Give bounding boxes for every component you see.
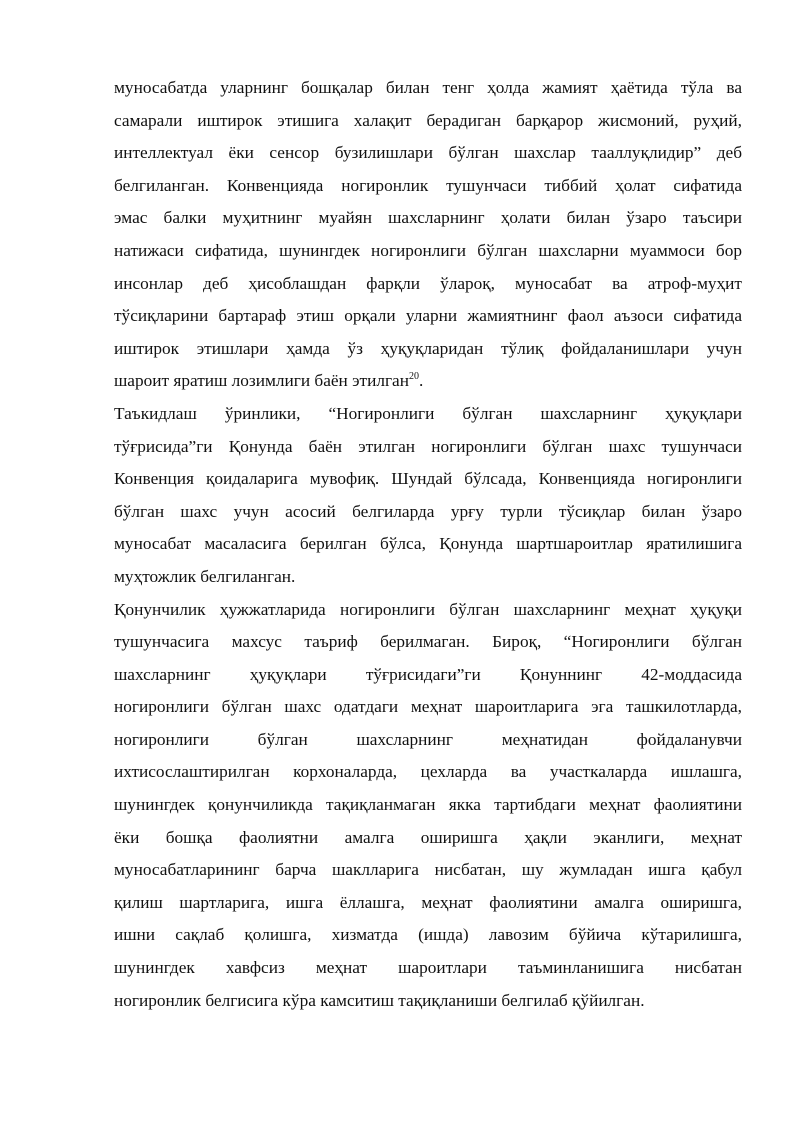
text-line: ёки бошқа фаолиятни амалга оширишга ҳақли эканлиги, меҳнат [114,827,742,847]
text-line: муносабатда уларнинг бошқалар билан тенг ҳолда жамият ҳаётида тўла ва [114,78,742,97]
paragraph-3 [114,594,742,1018]
text-line: тўсиқларини бартараф этиш орқали уларни жамиятнинг фаол аъзоси сифатида [114,306,742,326]
text-line: шунингдек хавфсиз меҳнат шароитлари таъминланишига нисбатан [114,958,742,978]
paragraph-2 [114,398,742,594]
text-line: белгиланган. Конвенцияда ногиронлик тушунчаси тиббий ҳолат сифатида [114,175,742,195]
text-line: натижаси сифатида, шунингдек ногиронлиги бўлган шахсларни муаммоси бор [114,240,742,260]
text-line: ногиронлиги бўлган шахс одатдаги меҳнат шароитларига эга ташкилотларда, [114,697,742,717]
text-line: ногиронлиги бўлган шахсларнинг меҳнатидан фойдаланувчи [114,729,742,749]
text-line: бўлган шахс учун асосий белгиларда урғу турли тўсиқлар билан ўзаро [114,501,742,521]
text-line: Қонунчилик ҳужжатларида ногиронлиги бўлган шахсларнинг меҳнат ҳуқуқи [114,599,742,619]
text-line: муносабатларининг барча шаклларига нисбатан, шу жумладан ишга қабул [114,860,742,880]
text-line: ишни сақлаб қолишга, хизматда (ишда) лавозим бўйича кўтарилишга, [114,925,742,945]
text-line: иштирок этишлари ҳамда ўз ҳуқуқларидан тўлиқ фойдаланишлари учун [114,338,742,358]
document-page [114,72,742,1017]
text-line: қилиш шартларига, ишга ёллашга, меҳнат фаолиятини амалга оширишга, [114,892,742,912]
text-line: ихтисослаштирилган корхоналарда, цехларда ва участкаларда ишлашга, [114,762,742,782]
text-line: эмас балки муҳитнинг муайян шахсларнинг ҳолати билан ўзаро таъсири [114,208,742,228]
text-line: инсонлар деб ҳисоблашдан фарқли ўлароқ, муносабат ва атроф-муҳит [114,273,742,293]
text-line-last [114,365,742,398]
text-fragment: шароит яратиш лозимлиги баён этилган [114,371,409,391]
text-line: шахсларнинг ҳуқуқлари тўғрисидаги”ги Қонуннинг 42-моддасида [114,664,742,684]
text-line: тушунчасига махсус таъриф берилмаган. Бироқ, “Ногиронлиги бўлган [114,632,742,652]
text-line: муносабат масаласига берилган бўлса, Қонунда шартшароитлар яратилишига [114,534,742,554]
text-line: тўғрисида”ги Қонунда баён этилган ногиронлиги бўлган шахс тушунчаси [114,436,742,456]
text-line: интеллектуал ёки сенсор бузилишлари бўлган шахслар тааллуқлидир” деб [114,143,742,163]
text-line-last: ногиронлик белгисига кўра камситиш тақиқланиши белгилаб қўйилган. [114,990,645,1010]
footnote-reference[interactable]: 20 [408,371,419,383]
text-line: Конвенция қоидаларига мувофиқ. Шундай бўлсада, Конвенцияда ногиронлиги [114,469,742,489]
text-line: шунингдек қонунчиликда тақиқланмаган якка тартибдаги меҳнат фаолиятини [114,795,742,815]
text-line-last: муҳтожлик белгиланган. [114,566,296,586]
text-line: самарали иштирок этишига халақит берадиган барқарор жисмоний, руҳий, [114,110,742,130]
text-line: Таъкидлаш ўринлики, “Ногиронлиги бўлган шахсларнинг ҳуқуқлари [114,403,742,423]
paragraph-1 [114,72,742,398]
sentence-end: . [418,371,424,391]
